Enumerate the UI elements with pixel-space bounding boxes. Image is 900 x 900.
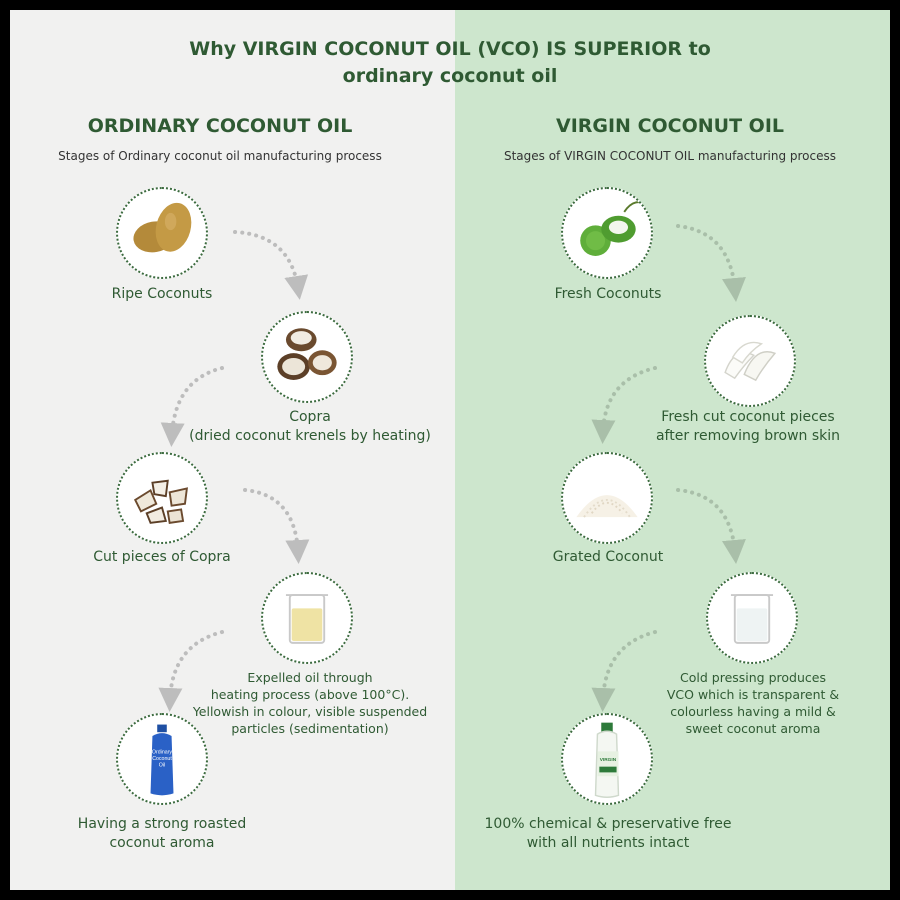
vco-bottle-text: VIRGIN (599, 757, 617, 763)
step-label-clear-oil (638, 669, 868, 737)
vco-bottle-icon (561, 713, 653, 805)
blue-bottle-line-2: coconut aroma (109, 835, 215, 851)
yellow-oil-line-3: Yellowish in colour, visible suspended (192, 704, 428, 719)
clear-oil-beaker-icon (706, 572, 798, 664)
ordinary-panel (10, 10, 455, 890)
yellow-oil-line-4: particles (sedimentation) (231, 721, 389, 736)
bottle-text-3: Oil (158, 762, 166, 769)
white-coconut-pieces-icon (704, 315, 796, 407)
ripe-coconuts-icon (116, 187, 208, 279)
main-title-line-1: Why VIRGIN COCONUT OIL (VCO) IS SUPERIOR to (189, 38, 711, 60)
ordinary-heading: ORDINARY COCONUT OIL (87, 115, 353, 137)
step-label-yellow-oil (190, 669, 430, 737)
white-pieces-line-2: after removing brown skin (655, 428, 841, 444)
step-label-vco-bottle (478, 815, 738, 853)
virgin-heading: VIRGIN COCONUT OIL (555, 115, 784, 137)
virgin-panel (455, 10, 890, 890)
bottle-text-2: Coconut (152, 755, 172, 762)
copra-icon (261, 311, 353, 403)
step-label-blue-bottle (52, 815, 272, 853)
clear-oil-line-2: VCO which is transparent & (666, 687, 840, 702)
blue-bottle-line-1: Having a strong roasted (77, 816, 247, 832)
white-pieces-line-1: Fresh cut coconut pieces (661, 409, 835, 425)
vco-bottle-line-1: 100% chemical & preservative free (484, 816, 732, 832)
step-label-ripe-coconuts: Ripe Coconuts (111, 286, 213, 302)
fresh-coconuts-icon (561, 187, 653, 279)
cut-copra-icon (116, 452, 208, 544)
main-title-line-2: ordinary coconut oil (342, 65, 558, 87)
main-title (10, 36, 890, 90)
step-label-white-pieces (628, 408, 868, 446)
step-label-grated-coconut: Grated Coconut (552, 549, 664, 565)
virgin-subheading: Stages of VIRGIN COCONUT OIL manufacturing process (503, 149, 837, 163)
grated-coconut-icon (561, 452, 653, 544)
yellow-oil-beaker-icon (261, 572, 353, 664)
ordinary-subheading: Stages of Ordinary coconut oil manufacturing process (58, 149, 382, 163)
clear-oil-line-4: sweet coconut aroma (685, 721, 821, 736)
clear-oil-line-3: colourless having a mild & (670, 704, 836, 719)
copra-line-2: (dried coconut krenels by heating) (189, 428, 431, 444)
bottle-text-1: Ordinary (151, 749, 173, 756)
step-label-fresh-coconuts: Fresh Coconuts (554, 286, 662, 302)
step-label-copra (160, 408, 460, 446)
yellow-oil-line-1: Expelled oil through (247, 670, 373, 685)
yellow-oil-line-2: heating process (above 100°C). (210, 687, 410, 702)
copra-line-1: Copra (289, 409, 331, 425)
blue-oil-bottle-icon (116, 713, 208, 805)
clear-oil-line-1: Cold pressing produces (680, 670, 826, 685)
vco-bottle-line-2: with all nutrients intact (526, 835, 690, 851)
step-label-cut-copra: Cut pieces of Copra (93, 549, 231, 565)
